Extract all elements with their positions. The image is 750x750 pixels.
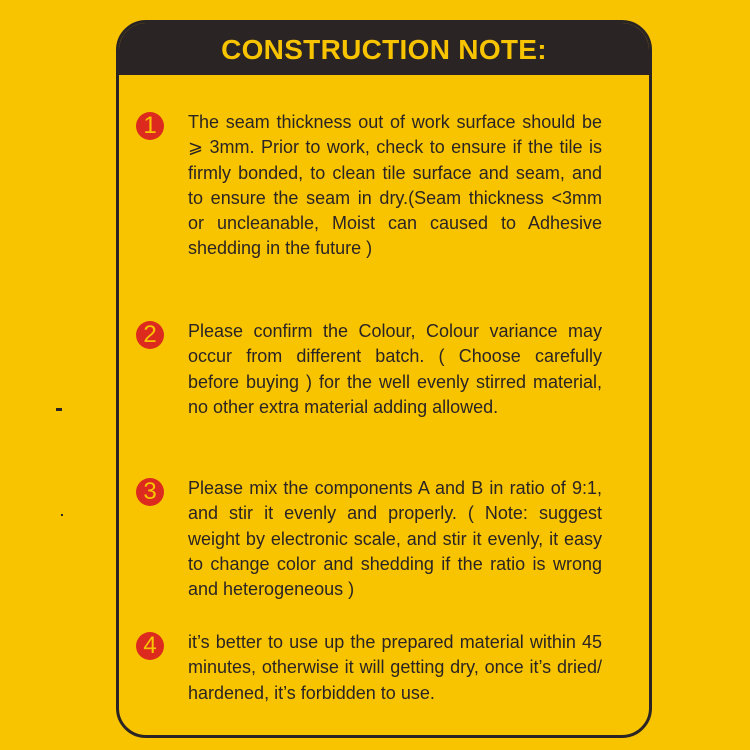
number-badge-icon: 1 bbox=[136, 112, 164, 140]
number-badge-icon: 3 bbox=[136, 478, 164, 506]
note-text: Please confirm the Colour, Colour variance may occur from different batch. ( Choose carefully before buying ) for the well evenly stirred material, no other extra material adding allowed. bbox=[188, 321, 602, 417]
card-header bbox=[119, 23, 649, 75]
decorative-speck bbox=[61, 514, 63, 516]
note-text: it’s better to use up the prepared material within 45 minutes, otherwise it will getting dry, once it’s dried/ hardened, it’s forbidden to use. bbox=[188, 632, 602, 703]
note-text: The seam thickness out of work surface should be ⩾ 3mm. Prior to work, check to ensure if the tile is firmly bonded, to clean tile surface and seam, and to ensure the seam in dry.(Seam thickness <3mm or uncleanable, Moist can caused to Adhesive shedding in the future ) bbox=[188, 112, 602, 259]
card-title: CONSTRUCTION NOTE: bbox=[221, 34, 547, 65]
construction-note-card bbox=[116, 20, 652, 738]
number-badge-icon: 4 bbox=[136, 632, 164, 660]
number-badge-icon: 2 bbox=[136, 321, 164, 349]
note-text: Please mix the components A and B in ratio of 9:1, and stir it evenly and properly. ( Note: suggest weight by electronic scale, and stir it evenly, it easy to change color and shedding if the ratio is wrong and heterogeneous ) bbox=[188, 478, 602, 600]
decorative-speck bbox=[56, 408, 62, 411]
